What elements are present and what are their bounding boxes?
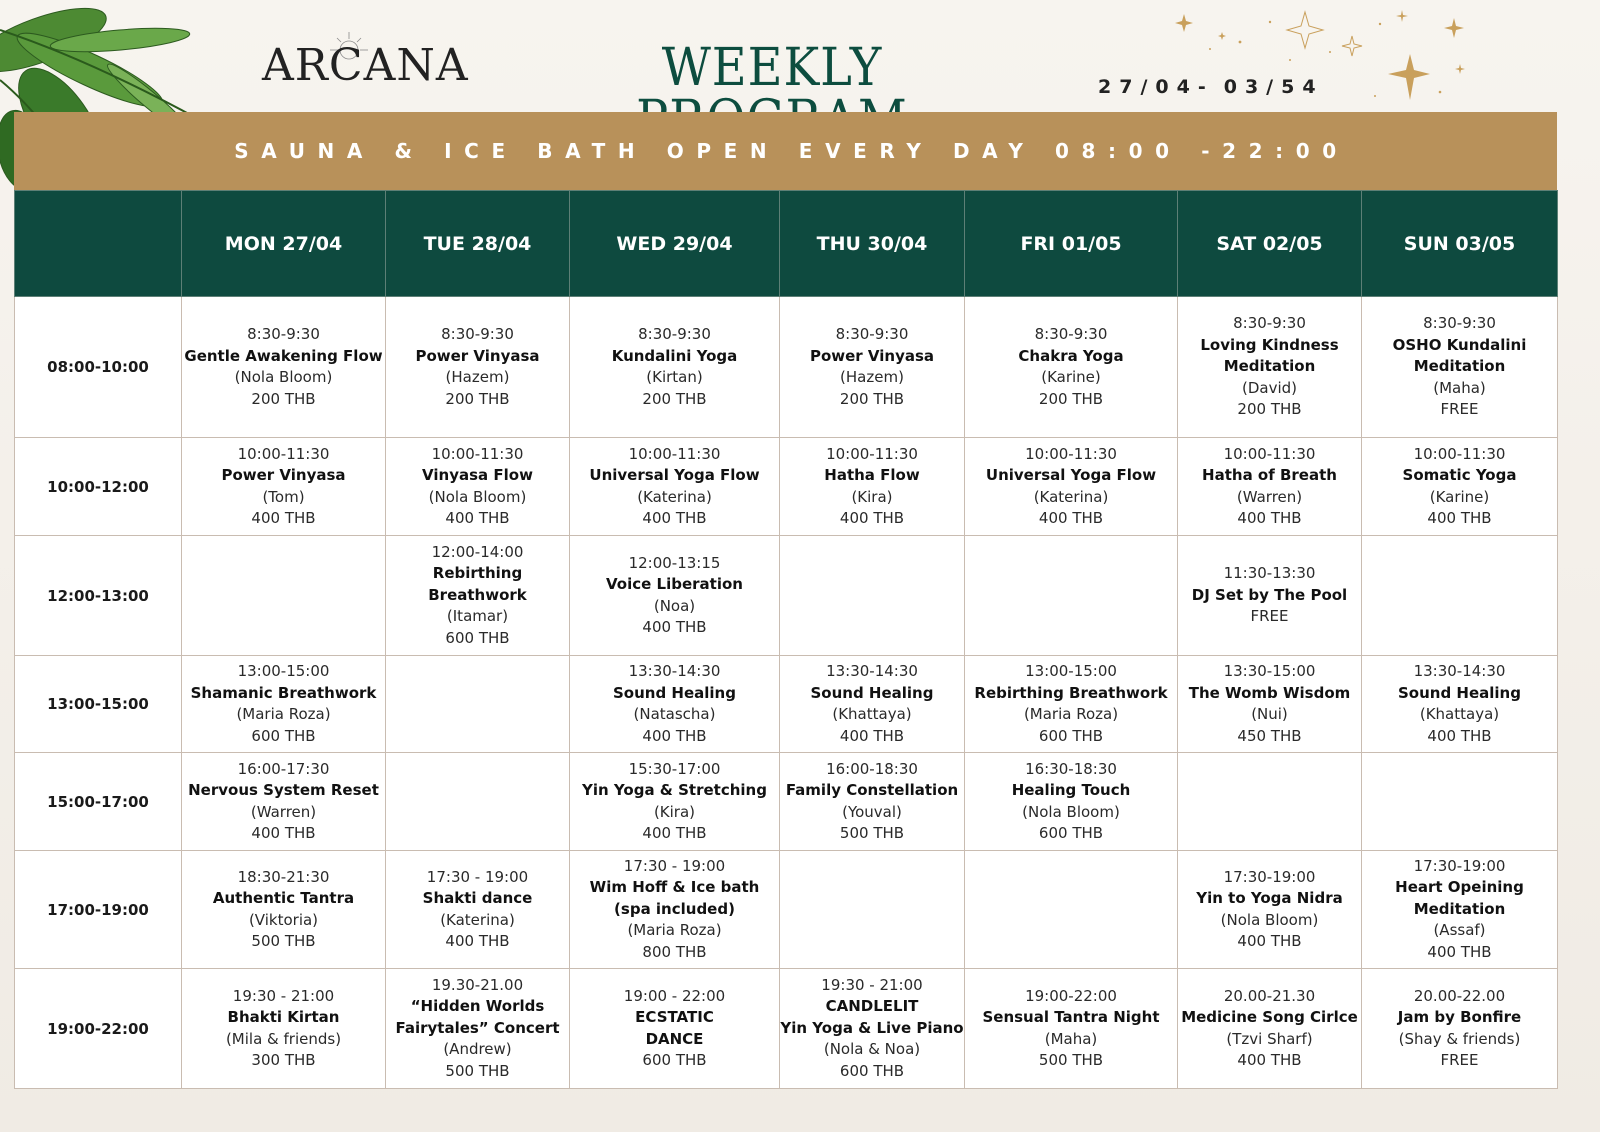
class-title: Bhakti Kirtan	[227, 1008, 340, 1026]
header-corner-cell	[15, 191, 182, 297]
class-title: Fairytales” Concert	[395, 1018, 560, 1037]
schedule-body	[15, 297, 1558, 1089]
class-detail: 450 THB	[1237, 726, 1302, 745]
class-detail: 400 THB	[1237, 932, 1302, 950]
class-cell	[965, 438, 1178, 536]
class-time: 8:30-9:30	[1233, 314, 1306, 333]
class-detail: (Nola & Noa)	[823, 1040, 921, 1059]
class-detail: (Nola Bloom)	[428, 487, 527, 506]
class-title: Nervous System Reset	[188, 781, 379, 799]
class-title: Healing Touch	[1011, 781, 1131, 799]
class-detail: 300 THB	[251, 1051, 316, 1069]
class-detail: (Khattaya)	[832, 705, 912, 723]
class-time: 19.30-21.00	[431, 975, 524, 994]
class-title: Chakra Yoga	[1018, 346, 1124, 365]
class-cell	[570, 438, 780, 536]
class-title: Meditation	[1223, 357, 1316, 376]
class-cell	[1362, 438, 1558, 536]
class-detail: (Tzvi Sharf)	[1226, 1029, 1313, 1048]
class-detail: 400 THB	[1237, 509, 1302, 527]
class-detail: 200 THB	[1237, 400, 1302, 419]
class-time: 13:30-14:30	[628, 662, 721, 680]
class-detail: 400 THB	[1237, 1051, 1302, 1069]
class-cell	[780, 297, 965, 438]
class-detail: (Kira)	[851, 487, 893, 506]
class-detail: 600 THB	[642, 1051, 707, 1069]
class-detail: (Shay & friends)	[1398, 1029, 1521, 1048]
day-header: SUN 03/05	[1362, 191, 1558, 297]
class-cell	[1362, 851, 1558, 969]
sparkles-decoration	[1170, 4, 1470, 108]
class-time: 13:30-15:00	[1223, 662, 1316, 680]
day-header: WED 29/04	[570, 191, 780, 297]
class-cell	[182, 438, 386, 536]
time-slot-label: 17:00-19:00	[15, 851, 182, 969]
class-detail: (Maria Roza)	[236, 705, 331, 723]
class-title: DANCE	[645, 1029, 704, 1048]
class-detail: FREE	[1250, 607, 1289, 626]
empty-cell	[386, 656, 570, 753]
class-title: Shakti dance	[422, 889, 533, 907]
class-time: 13:00-15:00	[237, 662, 330, 680]
class-time: 19:00-22:00	[1025, 986, 1117, 1005]
class-title: Rebirthing Breathwork	[974, 683, 1168, 702]
class-cell	[386, 969, 570, 1089]
class-detail: (Kirtan)	[646, 368, 703, 386]
class-detail: 200 THB	[251, 389, 316, 408]
class-cell	[570, 969, 780, 1089]
class-detail: FREE	[1440, 400, 1479, 419]
class-detail: (Natascha)	[633, 705, 716, 723]
class-detail: 400 THB	[1038, 509, 1104, 527]
class-title: Voice Liberation	[606, 575, 743, 593]
class-time: 16:00-18:30	[826, 759, 918, 778]
class-time: 8:30-9:30	[638, 325, 711, 343]
class-time: 17:30 - 19:00	[426, 867, 529, 886]
class-detail: 500 THB	[839, 824, 905, 842]
class-title: Universal Yoga Flow	[985, 466, 1157, 484]
class-detail: 500 THB	[445, 1061, 510, 1080]
class-title: Sensual Tantra Night	[982, 1008, 1160, 1026]
class-title: Meditation	[1413, 357, 1506, 376]
class-title: “Hidden Worlds	[410, 997, 545, 1016]
class-time: 8:30-9:30	[1423, 314, 1496, 333]
day-header: THU 30/04	[780, 191, 965, 297]
empty-cell	[182, 536, 386, 656]
class-detail: 400 THB	[445, 932, 510, 950]
class-detail: (Karine)	[1041, 368, 1101, 386]
schedule-table	[14, 190, 1558, 1089]
class-cell	[780, 656, 965, 753]
class-cell	[386, 297, 570, 438]
empty-cell	[1362, 536, 1558, 656]
class-time: 10:00-11:30	[1025, 444, 1117, 463]
banner-text: SAUNA & ICE BATH OPEN EVERY DAY 08:00 -22:00	[234, 139, 1349, 163]
class-title: Rebirthing	[432, 564, 523, 583]
class-title: Yin Yoga & Stretching	[582, 781, 767, 799]
class-title: Sound Healing	[1398, 683, 1521, 702]
logo-wordmark: ARCANA	[262, 40, 469, 91]
class-time: 12:00-13:15	[628, 553, 721, 572]
class-title: CANDLELIT	[825, 997, 919, 1016]
day-header: FRI 01/05	[965, 191, 1178, 297]
day-header: TUE 28/04	[386, 191, 570, 297]
class-detail: 400 THB	[251, 509, 316, 527]
class-cell	[570, 753, 780, 851]
class-time: 10:00-11:30	[1223, 444, 1316, 463]
class-detail: (Viktoria)	[248, 910, 319, 929]
class-time: 10:00-11:30	[826, 444, 918, 463]
class-cell	[1362, 969, 1558, 1089]
class-detail: (Andrew)	[443, 1040, 512, 1059]
class-detail: (Maria Roza)	[1023, 705, 1119, 723]
class-title: Hatha Flow	[824, 466, 920, 484]
class-title: Family Constellation	[785, 781, 959, 799]
class-cell	[965, 969, 1178, 1089]
class-detail: (David)	[1241, 378, 1297, 397]
class-detail: (Katerina)	[440, 910, 515, 929]
table-row	[15, 851, 1558, 969]
class-title: Sound Healing	[810, 683, 934, 702]
class-cell	[386, 536, 570, 656]
class-cell	[182, 851, 386, 969]
empty-cell	[965, 851, 1178, 969]
class-title: Power Vinyasa	[415, 346, 540, 365]
class-cell	[780, 969, 965, 1089]
empty-cell	[965, 536, 1178, 656]
class-title: Jam by Bonfire	[1397, 1008, 1522, 1026]
time-slot-label: 10:00-12:00	[15, 438, 182, 536]
class-title: Hatha of Breath	[1202, 466, 1337, 484]
class-time: 13:30-14:30	[826, 662, 918, 680]
schedule-table-container	[14, 190, 1557, 1088]
schedule-header-row	[15, 191, 1558, 297]
class-detail: 400 THB	[642, 618, 707, 636]
class-detail: 400 THB	[642, 509, 707, 527]
class-time: 15:30-17:00	[628, 759, 721, 778]
class-cell	[965, 656, 1178, 753]
empty-cell	[1178, 753, 1362, 851]
class-detail: 200 THB	[839, 389, 905, 408]
class-detail: (Assaf)	[1433, 921, 1486, 940]
class-detail: (Warren)	[1236, 487, 1303, 506]
class-cell	[780, 438, 965, 536]
class-detail: 800 THB	[642, 942, 707, 961]
class-detail: 200 THB	[1038, 389, 1104, 408]
class-detail: 600 THB	[251, 726, 316, 745]
class-time: 12:00-14:00	[431, 542, 524, 561]
time-slot-label: 19:00-22:00	[15, 969, 182, 1089]
empty-cell	[386, 753, 570, 851]
time-slot-label: 13:00-15:00	[15, 656, 182, 753]
class-time: 8:30-9:30	[1034, 325, 1108, 343]
empty-cell	[1362, 753, 1558, 851]
class-detail: 500 THB	[251, 932, 316, 950]
class-title: Authentic Tantra	[212, 889, 355, 907]
class-time: 10:00-11:30	[628, 444, 721, 463]
class-cell	[965, 297, 1178, 438]
class-detail: 600 THB	[445, 628, 510, 647]
class-title: Breathwork	[428, 585, 527, 604]
class-title: Power Vinyasa	[809, 346, 935, 365]
class-cell	[386, 851, 570, 969]
class-detail: (Hazem)	[445, 368, 510, 386]
class-detail: (Karine)	[1429, 487, 1490, 506]
class-time: 10:00-11:30	[237, 444, 330, 463]
class-title: ECSTATIC	[635, 1008, 714, 1026]
class-time: 8:30-9:30	[247, 325, 320, 343]
date-range-end: 03/54	[1223, 76, 1324, 98]
class-title: Heart Opeining	[1395, 878, 1524, 897]
class-cell	[570, 851, 780, 969]
class-detail: 600 THB	[1038, 726, 1104, 745]
class-detail: (Kira)	[653, 802, 696, 821]
class-title: Gentle Awakening Flow	[184, 346, 383, 365]
class-cell	[182, 656, 386, 753]
class-detail: 400 THB	[642, 824, 707, 842]
table-row	[15, 297, 1558, 438]
class-detail: (Maha)	[1044, 1029, 1098, 1048]
class-time: 13:30-14:30	[1413, 662, 1506, 680]
class-detail: (Nola Bloom)	[1220, 910, 1319, 929]
class-detail: (Nui)	[1251, 705, 1288, 723]
class-detail: (Katerina)	[637, 487, 712, 506]
class-detail: 400 THB	[1427, 509, 1492, 527]
class-title: (spa included)	[614, 899, 735, 918]
class-title: Universal Yoga Flow	[589, 466, 760, 484]
class-detail: 400 THB	[839, 509, 905, 527]
class-detail: (Tom)	[262, 487, 305, 506]
class-detail: 400 THB	[251, 824, 316, 842]
class-detail: 200 THB	[642, 389, 707, 408]
time-slot-label: 12:00-13:00	[15, 536, 182, 656]
class-time: 8:30-9:30	[441, 325, 514, 343]
table-row	[15, 438, 1558, 536]
class-title: Power Vinyasa	[221, 466, 346, 484]
logo	[262, 28, 469, 108]
class-title: Vinyasa Flow	[422, 466, 533, 484]
day-header: SAT 02/05	[1178, 191, 1362, 297]
class-detail: 500 THB	[1038, 1051, 1104, 1069]
class-detail: (Nola Bloom)	[234, 368, 333, 386]
class-cell	[1178, 536, 1362, 656]
class-time: 19:30 - 21:00	[232, 986, 335, 1005]
empty-cell	[780, 536, 965, 656]
class-cell	[1178, 969, 1362, 1089]
class-time: 13:00-15:00	[1025, 662, 1117, 680]
class-detail: 600 THB	[839, 1061, 905, 1080]
banner	[14, 112, 1557, 190]
class-detail: (Noa)	[653, 596, 696, 615]
day-header: MON 27/04	[182, 191, 386, 297]
class-detail: (Maha)	[1433, 378, 1486, 397]
class-cell	[386, 438, 570, 536]
class-title: Medicine Song Cirlce	[1181, 1008, 1358, 1026]
class-cell	[570, 297, 780, 438]
class-time: 19:00 - 22:00	[623, 986, 726, 1005]
class-detail: (Mila & friends)	[225, 1029, 342, 1048]
class-time: 20.00-22.00	[1413, 986, 1506, 1005]
class-title: OSHO Kundalini	[1392, 335, 1527, 354]
class-cell	[1178, 297, 1362, 438]
table-row	[15, 753, 1558, 851]
class-time: 19:30 - 21:00	[821, 975, 923, 994]
class-time: 16:30-18:30	[1025, 759, 1117, 778]
class-detail: (Khattaya)	[1419, 705, 1500, 723]
class-time: 16:00-17:30	[237, 759, 330, 778]
time-slot-label: 08:00-10:00	[15, 297, 182, 438]
class-time: 17:30-19:00	[1223, 867, 1316, 886]
class-detail: (Warren)	[250, 802, 317, 821]
class-detail: 200 THB	[445, 389, 510, 408]
class-detail: FREE	[1440, 1051, 1479, 1069]
class-time: 10:00-11:30	[1413, 444, 1506, 463]
class-cell	[182, 753, 386, 851]
class-detail: 600 THB	[1038, 824, 1104, 842]
class-detail: (Nola Bloom)	[1022, 802, 1120, 821]
class-detail: (Hazem)	[840, 368, 904, 386]
class-cell	[780, 753, 965, 851]
date-range-start: 27/04-	[1098, 76, 1214, 98]
class-title: Yin to Yoga Nidra	[1196, 889, 1343, 907]
table-row	[15, 536, 1558, 656]
class-cell	[570, 536, 780, 656]
class-detail: 400 THB	[1427, 726, 1492, 745]
table-row	[15, 656, 1558, 753]
class-cell	[1178, 438, 1362, 536]
class-title: Shamanic Breathwork	[190, 683, 377, 702]
class-time: 18:30-21:30	[237, 867, 330, 886]
class-detail: (Maria Roza)	[627, 921, 722, 940]
class-title: Somatic Yoga	[1402, 466, 1517, 484]
class-title: Sound Healing	[613, 683, 736, 702]
class-detail: (Itamar)	[446, 607, 509, 626]
class-title: Yin Yoga & Live Piano	[780, 1018, 964, 1037]
class-title: Loving Kindness	[1200, 335, 1339, 354]
class-time: 10:00-11:30	[431, 444, 524, 463]
empty-cell	[780, 851, 965, 969]
class-time: 8:30-9:30	[835, 325, 909, 343]
class-time: 17:30 - 19:00	[623, 856, 726, 875]
class-time: 17:30-19:00	[1413, 856, 1506, 875]
class-title: Wim Hoff & Ice bath	[589, 878, 760, 897]
class-title: The Womb Wisdom	[1188, 683, 1351, 702]
class-cell	[965, 753, 1178, 851]
class-cell	[1178, 851, 1362, 969]
class-detail: (Katerina)	[1033, 487, 1109, 506]
class-title: DJ Set by The Pool	[1191, 585, 1348, 604]
class-detail: 400 THB	[642, 726, 707, 745]
class-time: 11:30-13:30	[1223, 564, 1316, 583]
class-detail: 400 THB	[445, 509, 510, 527]
class-detail: 400 THB	[839, 726, 905, 745]
class-cell	[182, 969, 386, 1089]
time-slot-label: 15:00-17:00	[15, 753, 182, 851]
table-row	[15, 969, 1558, 1089]
class-cell	[182, 297, 386, 438]
class-cell	[1362, 656, 1558, 753]
class-title: Meditation	[1413, 899, 1506, 918]
class-detail: (Youval)	[842, 802, 902, 821]
class-time: 20.00-21.30	[1223, 986, 1316, 1005]
class-cell	[570, 656, 780, 753]
page-title: WEEKLY	[661, 38, 883, 98]
class-detail: 400 THB	[1427, 942, 1492, 961]
class-title: Kundalini Yoga	[611, 346, 738, 365]
class-cell	[1178, 656, 1362, 753]
class-cell	[1362, 297, 1558, 438]
